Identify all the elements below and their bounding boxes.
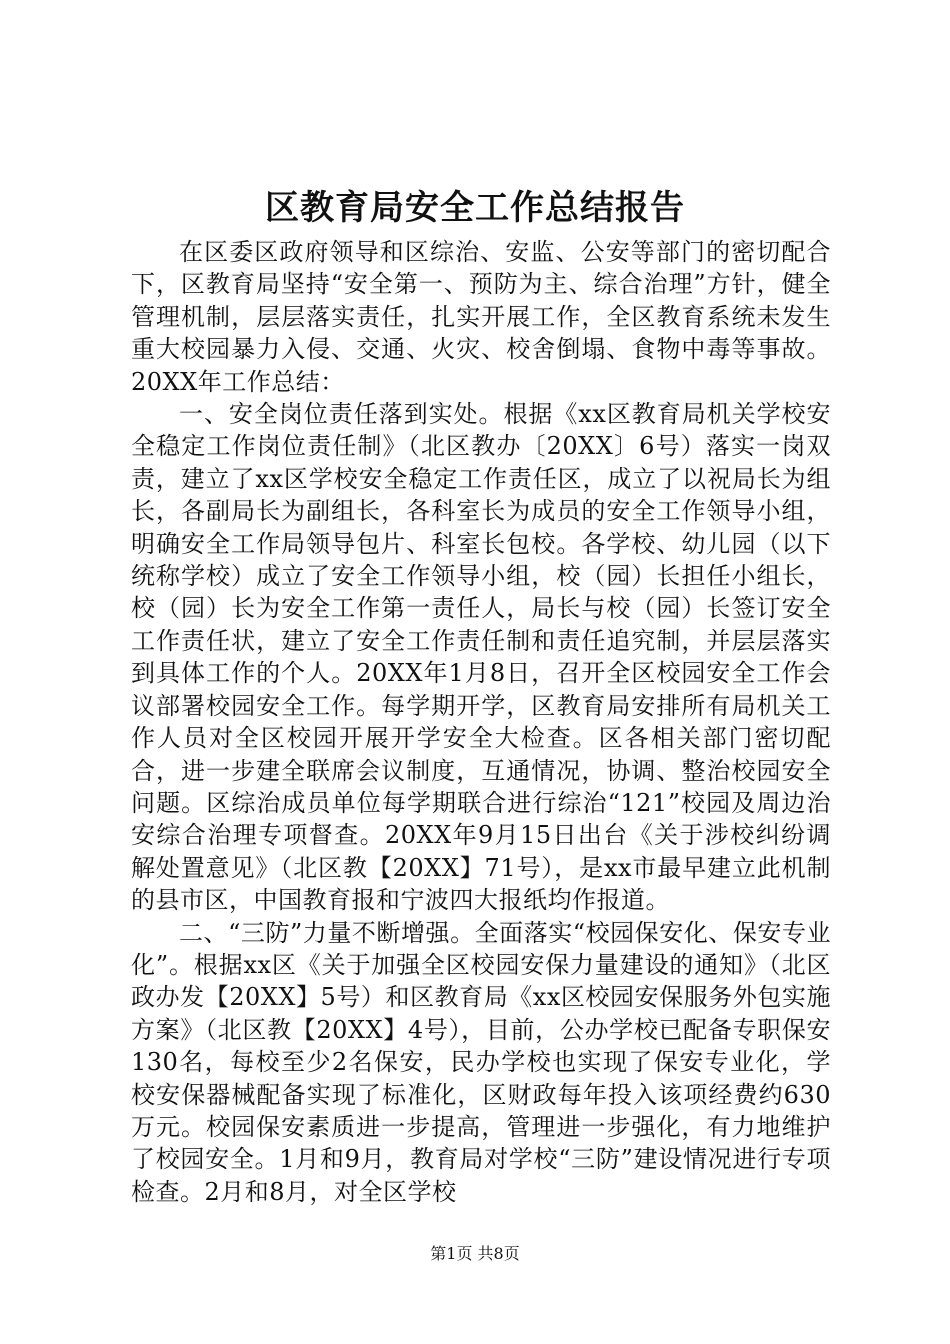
paragraph-intro: 在区委区政府领导和区综治、安监、公安等部门的密切配合下，区教育局坚持“安全第一、预防为主、综合治理”方针，健全管理机制，层层落实责任，扎实开展工作，全区教育系统未发生重大校园暴力入侵、交通、火灾、校舍倒塌、食物中毒等事故。20XX年工作总结：: [131, 238, 831, 396]
paragraph-section-2: 二、“三防”力量不断增强。全面落实“校园保安化、保安专业化”。根据xx区《关于加强全区校园安保力量建设的通知》（北区政办发【20XX】5号）和区教育局《xx区校园安保服务外包实施方案》（北区教【20XX】4号），目前，公办学校已配备专职保安130名，每校至少2名保安，民办学校也实现了保安专业化，学校安保器械配备实现了标准化，区财政每年投入该项经费约630万元。校园保安素质进一步提高，管理进一步强化，有力地维护了校园安全。1月和9月，教育局对学校“三防”建设情况进行专项检查。2月和8月，对全区学校: [131, 918, 831, 1206]
page-number: 第1页: [430, 1244, 473, 1263]
paragraph-section-1: 一、安全岗位责任落到实处。根据《xx区教育局机关学校安全稳定工作岗位责任制》（北区教办〔20XX〕6号）落实一岗双责，建立了xx区学校安全稳定工作责任区，成立了以祝局长为组长，各副局长为副组长，各科室长为成员的安全工作领导小组，明确安全工作局领导包片、科室长包校。各学校、幼儿园（以下统称学校）成立了安全工作领导小组，校（园）长担任小组长，校（园）长为安全工作第一责任人，局长与校（园）长签订安全工作责任状，建立了安全工作责任制和责任追究制，并层层落实到具体工作的个人。20XX年1月8日，召开全区校园安全工作会议部署校园安全工作。每学期开学，区教育局安排所有局机关工作人员对全区校园开展开学安全大检查。区各相关部门密切配合，进一步建全联席会议制度，互通情况，协调、整治校园安全问题。区综治成员单位每学期联合进行综治“121”校园及周边治安综合治理专项督查。20XX年9月15日出台《关于涉校纠纷调解处置意见》（北区教【20XX】71号），是xx市最早建立此机制的县市区，中国教育报和宁波四大报纸均作报道。: [131, 400, 831, 915]
page-total: 共8页: [477, 1244, 520, 1263]
page-footer: [0, 1244, 950, 1264]
document-title: 区教育局安全工作总结报告: [265, 188, 685, 228]
document-body: [131, 236, 831, 1208]
